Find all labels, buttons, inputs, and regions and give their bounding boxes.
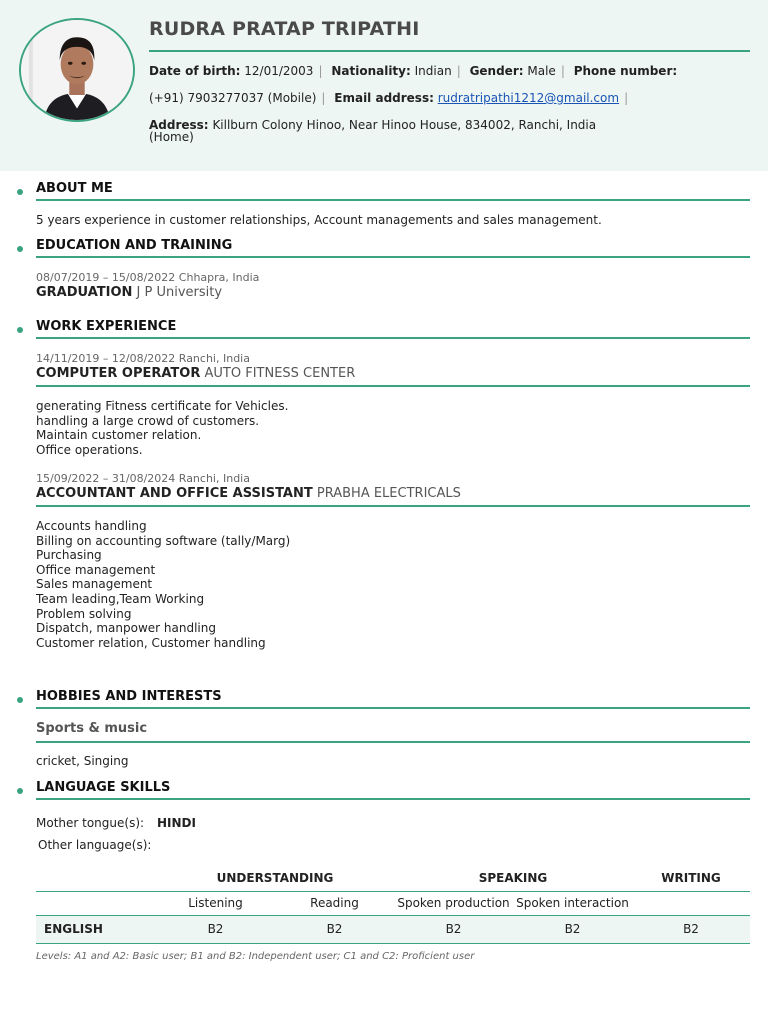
- about-divider: [36, 199, 750, 201]
- list-item: Maintain customer relation.: [36, 428, 202, 443]
- level-spoken-production: B2: [394, 915, 513, 943]
- section-bullet: [17, 189, 23, 195]
- personal-info-line-2: [149, 91, 633, 105]
- about-title: ABOUT ME: [36, 181, 113, 196]
- hobbies-subtitle: Sports & music: [36, 721, 148, 736]
- languages-title: LANGUAGE SKILLS: [36, 780, 171, 795]
- profile-photo: [19, 18, 135, 122]
- work-divider: [36, 337, 750, 339]
- subheader-spoken-production: Spoken production: [394, 891, 513, 915]
- header-section: [0, 0, 768, 171]
- job-title: [36, 486, 461, 501]
- list-item: Office management: [36, 562, 156, 577]
- job-company: PRABHA ELECTRICALS: [316, 486, 461, 501]
- separator: |: [560, 64, 565, 78]
- mother-tongue-label: Mother tongue(s):: [36, 816, 145, 830]
- list-item: Problem solving: [36, 606, 132, 621]
- job-company: AUTO FITNESS CENTER: [204, 366, 356, 381]
- name-divider: [149, 50, 750, 52]
- header-writing: WRITING: [632, 866, 750, 891]
- list-item: Accounts handling: [36, 519, 147, 533]
- list-item: handling a large crowd of customers.: [36, 413, 260, 428]
- separator: |: [624, 91, 629, 105]
- hobbies-subdivider: [36, 741, 750, 743]
- level-reading: B2: [275, 915, 394, 943]
- section-bullet: [17, 788, 23, 794]
- job-divider: [36, 505, 750, 507]
- separator: |: [321, 91, 326, 105]
- hobbies-title: HOBBIES AND INTERESTS: [36, 689, 222, 704]
- address-label: Address:: [149, 118, 209, 132]
- table-subheader-row: [36, 891, 750, 915]
- dob-value: 12/01/2003: [244, 64, 314, 78]
- section-bullet: [17, 697, 23, 703]
- subheader-listening: Listening: [156, 891, 275, 915]
- section-bullet: [17, 327, 23, 333]
- about-text: 5 years experience in customer relationships, Account managements and sales management.: [36, 213, 602, 227]
- job-meta: 15/09/2022 – 31/08/2024 Ranchi, India: [36, 472, 250, 485]
- personal-info-line-1: [149, 64, 677, 78]
- education-meta: 08/07/2019 – 15/08/2022 Chhapra, India: [36, 271, 260, 284]
- list-item: generating Fitness certificate for Vehicles.: [36, 399, 289, 413]
- phone-value: (+91) 7903277037 (Mobile): [149, 91, 317, 105]
- address-line: [149, 118, 596, 132]
- gender-value: Male: [527, 64, 556, 78]
- table-header-row: [36, 866, 750, 891]
- header-speaking: SPEAKING: [394, 866, 632, 891]
- list-item: Team leading,Team Working: [36, 591, 205, 606]
- job-meta: 14/11/2019 – 12/08/2022 Ranchi, India: [36, 352, 250, 365]
- nationality-value: Indian: [414, 64, 452, 78]
- education-divider: [36, 256, 750, 258]
- header-understanding: UNDERSTANDING: [156, 866, 394, 891]
- level-listening: B2: [156, 915, 275, 943]
- institution: J P University: [136, 285, 223, 300]
- levels-note: Levels: A1 and A2: Basic user; B1 and B2: Independent user; C1 and C2: Proficient user: [36, 951, 475, 962]
- gender-label: Gender:: [469, 64, 524, 78]
- education-entry: [36, 285, 222, 300]
- job-title: [36, 366, 355, 381]
- hobbies-text: cricket, Singing: [36, 754, 129, 768]
- list-item: Customer relation, Customer handling: [36, 635, 266, 650]
- list-item: Sales management: [36, 577, 153, 592]
- job-duties-list: [36, 399, 288, 457]
- table-row: [36, 915, 750, 943]
- job-role: COMPUTER OPERATOR: [36, 366, 201, 381]
- language-table: [36, 866, 750, 944]
- section-bullet: [17, 246, 23, 252]
- work-title: WORK EXPERIENCE: [36, 319, 177, 334]
- level-writing: B2: [632, 915, 750, 943]
- nationality-label: Nationality:: [331, 64, 411, 78]
- list-item: Billing on accounting software (tally/Marg): [36, 533, 291, 548]
- degree: GRADUATION: [36, 285, 133, 300]
- education-title: EDUCATION AND TRAINING: [36, 238, 233, 253]
- subheader-spoken-interaction: Spoken interaction: [513, 891, 632, 915]
- separator: |: [318, 64, 323, 78]
- email-link[interactable]: rudratripathi1212@gmail.com: [437, 91, 620, 105]
- candidate-name: RUDRA PRATAP TRIPATHI: [149, 18, 420, 40]
- phone-label: Phone number:: [573, 64, 678, 78]
- person-photo-icon: [21, 20, 133, 120]
- job-role: ACCOUNTANT AND OFFICE ASSISTANT: [36, 486, 313, 501]
- job-divider: [36, 385, 750, 387]
- level-spoken-interaction: B2: [513, 915, 632, 943]
- hobbies-divider: [36, 707, 750, 709]
- list-item: Purchasing: [36, 548, 102, 563]
- dob-label: Date of birth:: [149, 64, 241, 78]
- other-languages-label: Other language(s):: [38, 838, 152, 852]
- separator: |: [456, 64, 461, 78]
- empty-subheader-cell: [36, 891, 156, 915]
- empty-header-cell: [36, 866, 156, 891]
- mother-tongue-value: HINDI: [157, 816, 196, 830]
- languages-divider: [36, 798, 750, 800]
- email-label: Email address:: [334, 91, 434, 105]
- empty-subheader-cell: [632, 891, 750, 915]
- list-item: Dispatch, manpower handling: [36, 621, 216, 636]
- job-duties-list: [36, 519, 290, 650]
- subheader-reading: Reading: [275, 891, 394, 915]
- address-type: (Home): [149, 130, 194, 144]
- language-name: ENGLISH: [36, 915, 156, 943]
- list-item: Office operations.: [36, 442, 143, 457]
- address-value: Killburn Colony Hinoo, Near Hinoo House, 834002, Ranchi, India: [212, 118, 597, 132]
